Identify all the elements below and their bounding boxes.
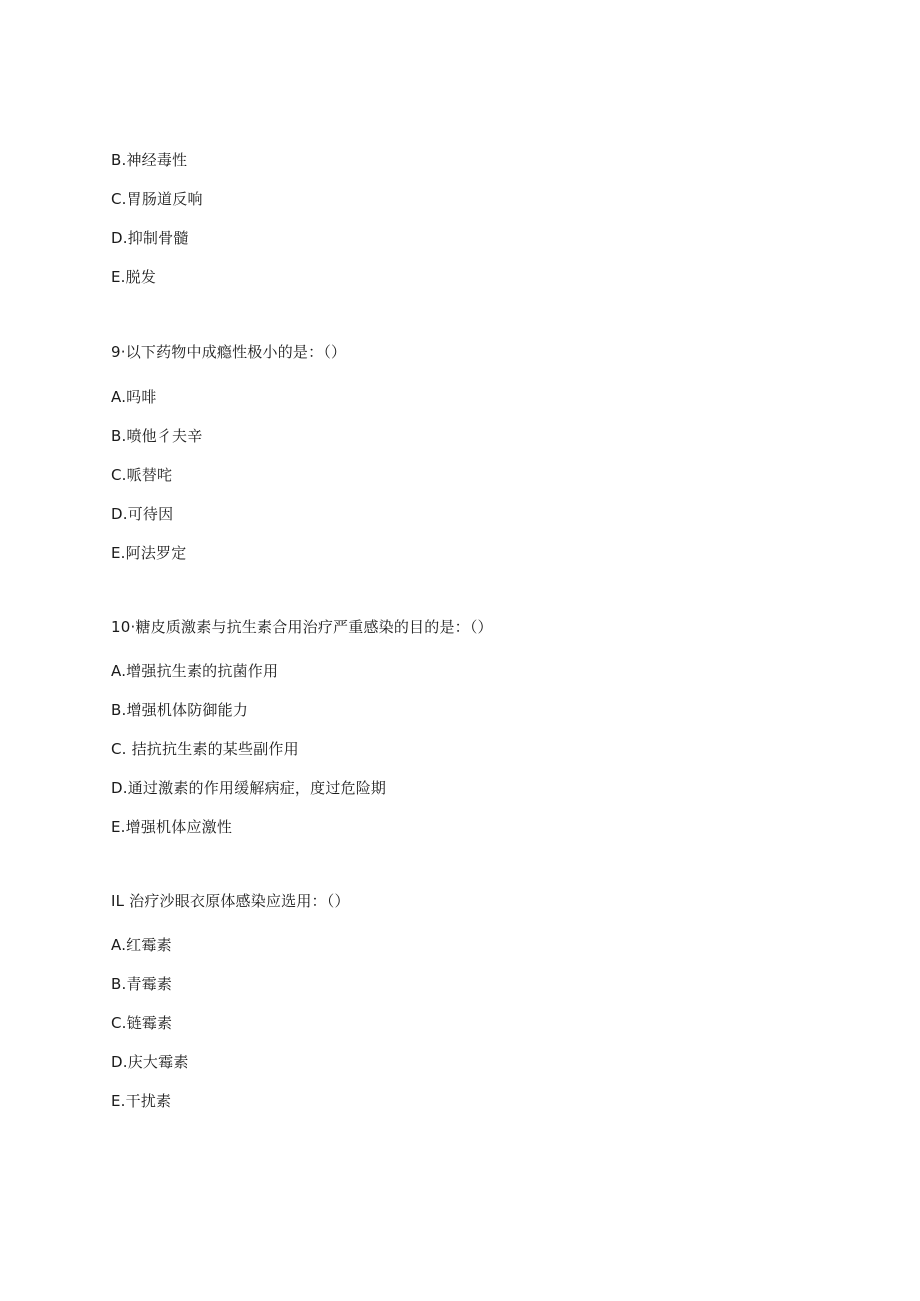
q8-option-e: E.脱发 — [111, 268, 157, 286]
q10-option-b: B.增强机体防御能力 — [111, 701, 249, 719]
q9-option-c: C.哌替咤 — [111, 466, 173, 484]
q8-option-c: C.胃肠道反响 — [111, 190, 203, 208]
q9-option-a: A.吗啡 — [111, 388, 157, 406]
q11-option-d: D.庆大霉素 — [111, 1053, 189, 1071]
q10-option-e: E.增强机体应激性 — [111, 818, 233, 836]
q10-question: 10·糖皮质激素与抗生素合用治疗严重感染的目的是：（） — [111, 618, 493, 636]
q9-option-b: B.喷他彳夫辛 — [111, 427, 203, 445]
q11-option-b: B.青霉素 — [111, 975, 173, 993]
q8-option-d: D.抑制骨髓 — [111, 229, 189, 247]
q11-option-c: C.链霉素 — [111, 1014, 173, 1032]
q11-option-e: E.干扰素 — [111, 1092, 172, 1110]
q9-option-d: D.可待因 — [111, 505, 174, 523]
q10-option-c: C. 拮抗抗生素的某些副作用 — [111, 740, 299, 758]
q10-option-d: D.通过激素的作用缓解病症，度过危险期 — [111, 779, 387, 797]
q9-option-e: E.阿法罗定 — [111, 544, 187, 562]
q11-question: IL 治疗沙眼衣原体感染应选用：（） — [111, 892, 350, 910]
q11-option-a: A.红霉素 — [111, 936, 172, 954]
q10-option-a: A.增强抗生素的抗菌作用 — [111, 662, 279, 680]
q8-option-b: B.神经毒性 — [111, 151, 188, 169]
q9-question: 9·以下药物中成瘾性极小的是：（） — [111, 343, 347, 361]
